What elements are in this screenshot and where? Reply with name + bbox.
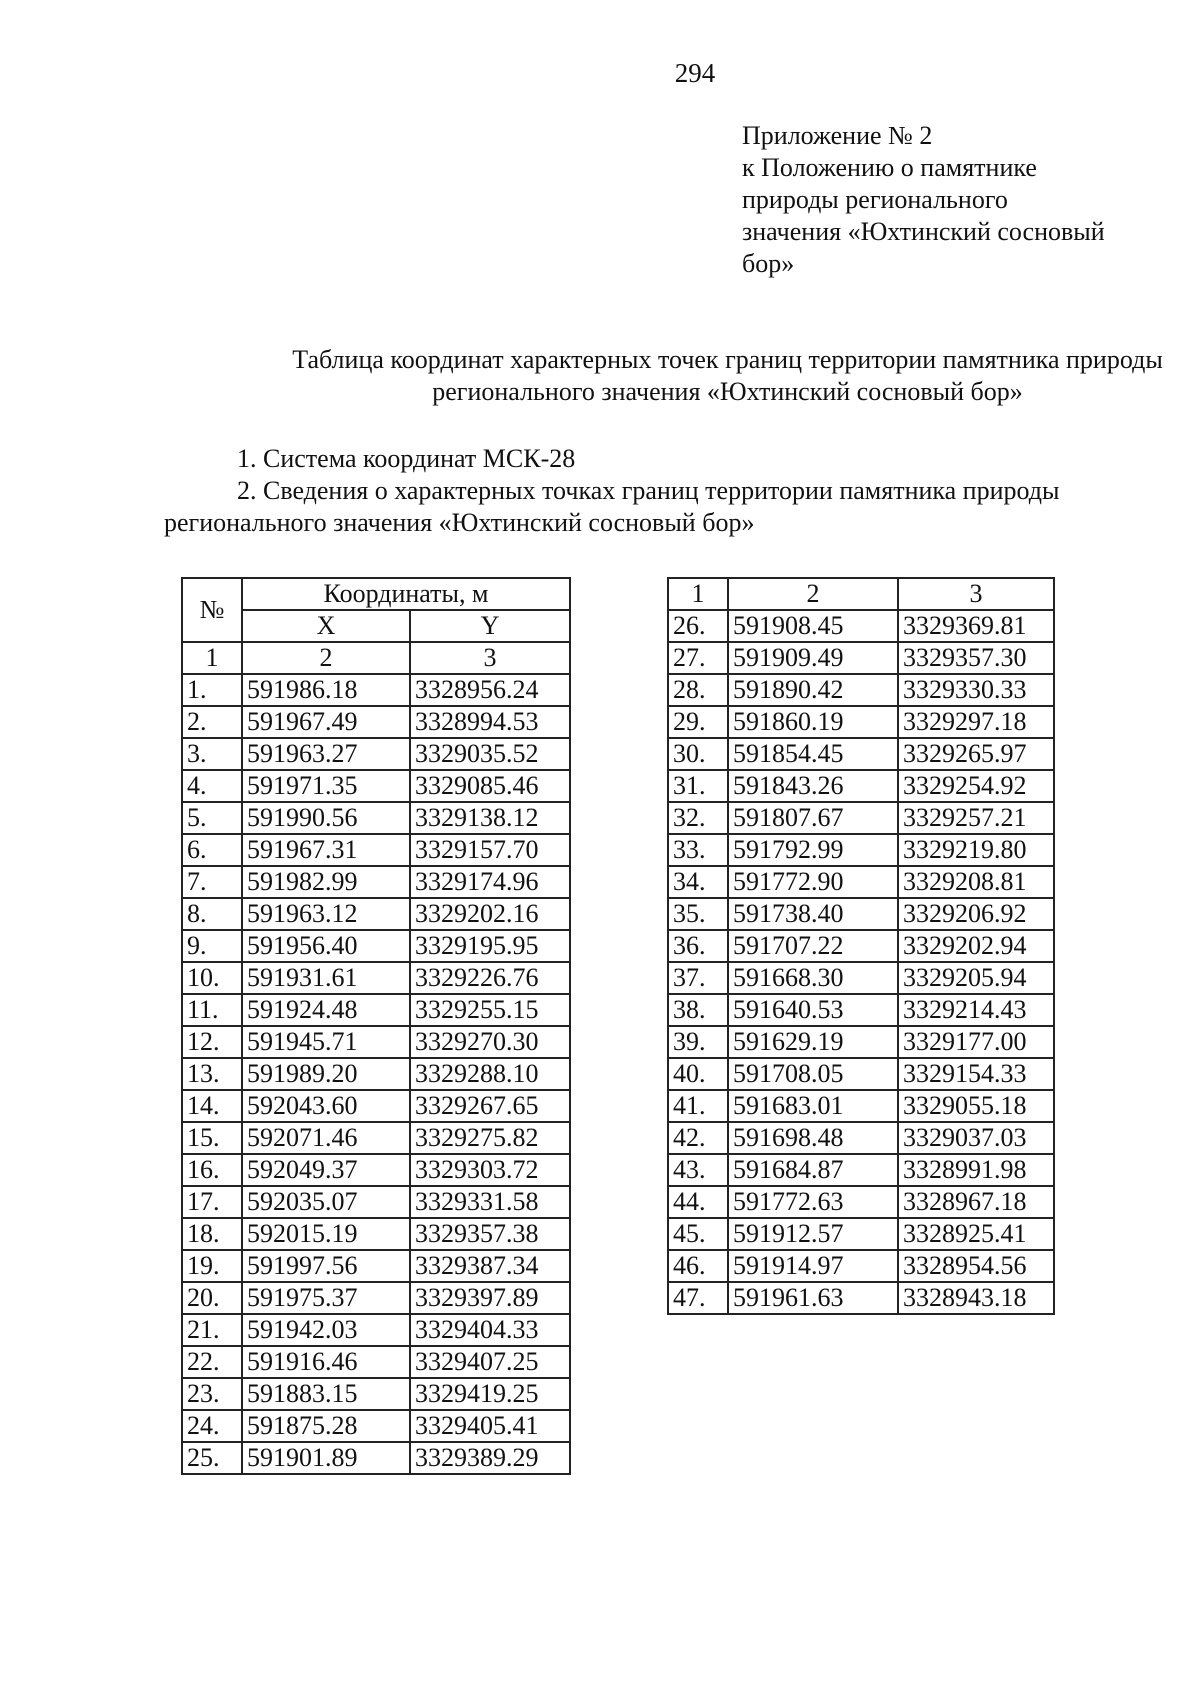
point-number-cell: 25. xyxy=(182,1442,242,1474)
table-row xyxy=(668,642,1054,674)
appendix-line: значения «Юхтинский сосновый xyxy=(742,217,1105,246)
point-number-cell: 16. xyxy=(182,1154,242,1186)
column-number: 3 xyxy=(410,642,570,674)
x-coordinate-cell: 591738.40 xyxy=(728,898,898,930)
point-number-cell: 22. xyxy=(182,1346,242,1378)
point-number-cell: 34. xyxy=(668,866,728,898)
point-number-cell: 30. xyxy=(668,738,728,770)
x-coordinate-cell: 591963.12 xyxy=(242,898,410,930)
y-coordinate-cell: 3329208.81 xyxy=(898,866,1054,898)
point-number-cell: 29. xyxy=(668,706,728,738)
x-coordinate-cell: 591909.49 xyxy=(728,642,898,674)
y-coordinate-cell: 3329205.94 xyxy=(898,962,1054,994)
y-coordinate-cell: 3329037.03 xyxy=(898,1122,1054,1154)
table-row xyxy=(182,1410,570,1442)
y-coordinate-cell: 3329265.97 xyxy=(898,738,1054,770)
appendix-line: Приложение № 2 xyxy=(742,121,933,150)
x-coordinate-cell: 591924.48 xyxy=(242,994,410,1026)
header-number: № xyxy=(182,578,242,642)
point-number-cell: 11. xyxy=(182,994,242,1026)
x-coordinate-cell: 591772.90 xyxy=(728,866,898,898)
point-number-cell: 10. xyxy=(182,962,242,994)
table-row xyxy=(182,1346,570,1378)
table-row xyxy=(668,610,1054,642)
document-title xyxy=(120,344,1200,408)
point-number-cell: 43. xyxy=(668,1154,728,1186)
table-row xyxy=(182,834,570,866)
table-row xyxy=(668,866,1054,898)
x-coordinate-cell: 591684.87 xyxy=(728,1154,898,1186)
table-row xyxy=(182,994,570,1026)
title-line-1: Таблица координат характерных точек границ территории памятника природы xyxy=(292,345,1163,374)
y-coordinate-cell: 3329214.43 xyxy=(898,994,1054,1026)
point-number-cell: 38. xyxy=(668,994,728,1026)
table-row xyxy=(182,1442,570,1474)
appendix-block xyxy=(742,120,1162,280)
table-row xyxy=(668,1090,1054,1122)
x-coordinate-cell: 591792.99 xyxy=(728,834,898,866)
column-number-row xyxy=(668,578,1054,610)
x-coordinate-cell: 591986.18 xyxy=(242,674,410,706)
header-y: Y xyxy=(410,610,570,642)
y-coordinate-cell: 3329357.30 xyxy=(898,642,1054,674)
x-coordinate-cell: 591931.61 xyxy=(242,962,410,994)
table-row xyxy=(668,1218,1054,1250)
x-coordinate-cell: 592049.37 xyxy=(242,1154,410,1186)
table-row xyxy=(182,930,570,962)
x-coordinate-cell: 591942.03 xyxy=(242,1314,410,1346)
x-coordinate-cell: 591997.56 xyxy=(242,1250,410,1282)
coordinate-system-item: 1. Система координат МСК-28 xyxy=(237,444,576,473)
x-coordinate-cell: 591629.19 xyxy=(728,1026,898,1058)
point-number-cell: 6. xyxy=(182,834,242,866)
x-coordinate-cell: 591963.27 xyxy=(242,738,410,770)
y-coordinate-cell: 3328943.18 xyxy=(898,1282,1054,1314)
x-coordinate-cell: 591640.53 xyxy=(728,994,898,1026)
x-coordinate-cell: 591967.31 xyxy=(242,834,410,866)
point-number-cell: 4. xyxy=(182,770,242,802)
y-coordinate-cell: 3329419.25 xyxy=(410,1378,570,1410)
point-number-cell: 3. xyxy=(182,738,242,770)
point-number-cell: 41. xyxy=(668,1090,728,1122)
table-row xyxy=(668,1026,1054,1058)
point-number-cell: 44. xyxy=(668,1186,728,1218)
table-row xyxy=(182,802,570,834)
table-row xyxy=(668,994,1054,1026)
point-number-cell: 24. xyxy=(182,1410,242,1442)
x-coordinate-cell: 592071.46 xyxy=(242,1122,410,1154)
y-coordinate-cell: 3329174.96 xyxy=(410,866,570,898)
x-coordinate-cell: 591668.30 xyxy=(728,962,898,994)
point-number-cell: 15. xyxy=(182,1122,242,1154)
column-number: 2 xyxy=(728,578,898,610)
y-coordinate-cell: 3329255.15 xyxy=(410,994,570,1026)
point-number-cell: 39. xyxy=(668,1026,728,1058)
point-number-cell: 37. xyxy=(668,962,728,994)
column-number: 1 xyxy=(182,642,242,674)
y-coordinate-cell: 3329303.72 xyxy=(410,1154,570,1186)
y-coordinate-cell: 3329369.81 xyxy=(898,610,1054,642)
point-number-cell: 21. xyxy=(182,1314,242,1346)
y-coordinate-cell: 3329330.33 xyxy=(898,674,1054,706)
y-coordinate-cell: 3329297.18 xyxy=(898,706,1054,738)
point-number-cell: 1. xyxy=(182,674,242,706)
table-row xyxy=(182,898,570,930)
table-row xyxy=(668,770,1054,802)
x-coordinate-cell: 591990.56 xyxy=(242,802,410,834)
x-coordinate-cell: 591707.22 xyxy=(728,930,898,962)
x-coordinate-cell: 591945.71 xyxy=(242,1026,410,1058)
y-coordinate-cell: 3328967.18 xyxy=(898,1186,1054,1218)
table-row xyxy=(182,674,570,706)
y-coordinate-cell: 3329202.94 xyxy=(898,930,1054,962)
point-number-cell: 2. xyxy=(182,706,242,738)
table-row xyxy=(182,866,570,898)
point-number-cell: 26. xyxy=(668,610,728,642)
y-coordinate-cell: 3329157.70 xyxy=(410,834,570,866)
point-number-cell: 40. xyxy=(668,1058,728,1090)
point-number-cell: 42. xyxy=(668,1122,728,1154)
point-number-cell: 23. xyxy=(182,1378,242,1410)
table-row xyxy=(668,898,1054,930)
y-coordinate-cell: 3329055.18 xyxy=(898,1090,1054,1122)
boundary-points-item: 2. Сведения о характерных точках границ территории памятника природы xyxy=(237,476,1060,505)
point-number-cell: 47. xyxy=(668,1282,728,1314)
y-coordinate-cell: 3329405.41 xyxy=(410,1410,570,1442)
y-coordinate-cell: 3329389.29 xyxy=(410,1442,570,1474)
x-coordinate-cell: 591708.05 xyxy=(728,1058,898,1090)
y-coordinate-cell: 3328994.53 xyxy=(410,706,570,738)
x-coordinate-cell: 592043.60 xyxy=(242,1090,410,1122)
table-row xyxy=(668,1058,1054,1090)
point-number-cell: 18. xyxy=(182,1218,242,1250)
point-number-cell: 45. xyxy=(668,1218,728,1250)
x-coordinate-cell: 591967.49 xyxy=(242,706,410,738)
table-row xyxy=(668,674,1054,706)
x-coordinate-cell: 591908.45 xyxy=(728,610,898,642)
x-coordinate-cell: 591975.37 xyxy=(242,1282,410,1314)
x-coordinate-cell: 591914.97 xyxy=(728,1250,898,1282)
table-row xyxy=(182,1154,570,1186)
x-coordinate-cell: 591912.57 xyxy=(728,1218,898,1250)
x-coordinate-cell: 591961.63 xyxy=(728,1282,898,1314)
header-x: X xyxy=(242,610,410,642)
point-number-cell: 13. xyxy=(182,1058,242,1090)
y-coordinate-cell: 3329387.34 xyxy=(410,1250,570,1282)
point-number-cell: 20. xyxy=(182,1282,242,1314)
appendix-line: бор» xyxy=(742,249,795,278)
x-coordinate-cell: 591989.20 xyxy=(242,1058,410,1090)
x-coordinate-cell: 591772.63 xyxy=(728,1186,898,1218)
table-row xyxy=(182,1378,570,1410)
y-coordinate-cell: 3328956.24 xyxy=(410,674,570,706)
table-row xyxy=(182,1218,570,1250)
y-coordinate-cell: 3329195.95 xyxy=(410,930,570,962)
header-coordinates: Координаты, м xyxy=(242,578,570,610)
point-number-cell: 7. xyxy=(182,866,242,898)
table-row xyxy=(668,1250,1054,1282)
point-number-cell: 27. xyxy=(668,642,728,674)
table-row xyxy=(182,1122,570,1154)
x-coordinate-cell: 591890.42 xyxy=(728,674,898,706)
point-number-cell: 46. xyxy=(668,1250,728,1282)
table-row xyxy=(668,1122,1054,1154)
table-row xyxy=(182,1186,570,1218)
y-coordinate-cell: 3329288.10 xyxy=(410,1058,570,1090)
x-coordinate-cell: 591971.35 xyxy=(242,770,410,802)
y-coordinate-cell: 3329275.82 xyxy=(410,1122,570,1154)
y-coordinate-cell: 3329219.80 xyxy=(898,834,1054,866)
table-header-row xyxy=(182,578,570,610)
point-number-cell: 12. xyxy=(182,1026,242,1058)
y-coordinate-cell: 3329177.00 xyxy=(898,1026,1054,1058)
x-coordinate-cell: 591982.99 xyxy=(242,866,410,898)
table-row xyxy=(182,738,570,770)
point-number-cell: 31. xyxy=(668,770,728,802)
table-row xyxy=(182,1026,570,1058)
table-row xyxy=(182,1314,570,1346)
appendix-line: природы регионального xyxy=(742,185,1008,214)
point-number-cell: 9. xyxy=(182,930,242,962)
x-coordinate-cell: 592015.19 xyxy=(242,1218,410,1250)
table-row xyxy=(668,1154,1054,1186)
y-coordinate-cell: 3329254.92 xyxy=(898,770,1054,802)
table-row xyxy=(182,1250,570,1282)
y-coordinate-cell: 3329035.52 xyxy=(410,738,570,770)
y-coordinate-cell: 3329331.58 xyxy=(410,1186,570,1218)
y-coordinate-cell: 3329404.33 xyxy=(410,1314,570,1346)
y-coordinate-cell: 3329138.12 xyxy=(410,802,570,834)
table-row xyxy=(668,738,1054,770)
x-coordinate-cell: 592035.07 xyxy=(242,1186,410,1218)
y-coordinate-cell: 3329270.30 xyxy=(410,1026,570,1058)
x-coordinate-cell: 591883.15 xyxy=(242,1378,410,1410)
table-row xyxy=(668,962,1054,994)
column-number: 3 xyxy=(898,578,1054,610)
point-number-cell: 8. xyxy=(182,898,242,930)
x-coordinate-cell: 591807.67 xyxy=(728,802,898,834)
column-number-row xyxy=(182,642,570,674)
x-coordinate-cell: 591843.26 xyxy=(728,770,898,802)
title-line-2: регионального значения «Юхтинский сосновый бор» xyxy=(432,377,1023,406)
table-row xyxy=(668,1282,1054,1314)
y-coordinate-cell: 3328954.56 xyxy=(898,1250,1054,1282)
point-number-cell: 19. xyxy=(182,1250,242,1282)
point-number-cell: 33. xyxy=(668,834,728,866)
y-coordinate-cell: 3329397.89 xyxy=(410,1282,570,1314)
y-coordinate-cell: 3329202.16 xyxy=(410,898,570,930)
table-row xyxy=(668,834,1054,866)
point-number-cell: 17. xyxy=(182,1186,242,1218)
appendix-line: к Положению о памятнике xyxy=(742,153,1037,182)
x-coordinate-cell: 591860.19 xyxy=(728,706,898,738)
y-coordinate-cell: 3329407.25 xyxy=(410,1346,570,1378)
y-coordinate-cell: 3329085.46 xyxy=(410,770,570,802)
y-coordinate-cell: 3328925.41 xyxy=(898,1218,1054,1250)
x-coordinate-cell: 591916.46 xyxy=(242,1346,410,1378)
boundary-points-item-continued: регионального значения «Юхтинский сосновый бор» xyxy=(164,508,755,537)
point-number-cell: 36. xyxy=(668,930,728,962)
coordinates-table-right xyxy=(667,577,1055,1315)
column-number: 2 xyxy=(242,642,410,674)
y-coordinate-cell: 3329154.33 xyxy=(898,1058,1054,1090)
point-number-cell: 28. xyxy=(668,674,728,706)
coordinates-table-left xyxy=(181,577,571,1475)
x-coordinate-cell: 591956.40 xyxy=(242,930,410,962)
table-row xyxy=(668,1186,1054,1218)
x-coordinate-cell: 591854.45 xyxy=(728,738,898,770)
y-coordinate-cell: 3329257.21 xyxy=(898,802,1054,834)
point-number-cell: 14. xyxy=(182,1090,242,1122)
table-row xyxy=(668,802,1054,834)
table-row xyxy=(182,1090,570,1122)
column-number: 1 xyxy=(668,578,728,610)
table-row xyxy=(182,770,570,802)
table-row xyxy=(668,706,1054,738)
x-coordinate-cell: 591901.89 xyxy=(242,1442,410,1474)
y-coordinate-cell: 3329267.65 xyxy=(410,1090,570,1122)
y-coordinate-cell: 3329226.76 xyxy=(410,962,570,994)
x-coordinate-cell: 591698.48 xyxy=(728,1122,898,1154)
y-coordinate-cell: 3329206.92 xyxy=(898,898,1054,930)
table-row xyxy=(182,962,570,994)
y-coordinate-cell: 3329357.38 xyxy=(410,1218,570,1250)
x-coordinate-cell: 591683.01 xyxy=(728,1090,898,1122)
page-number: 294 xyxy=(674,58,716,88)
table-row xyxy=(668,930,1054,962)
table-row xyxy=(182,706,570,738)
table-row xyxy=(182,1282,570,1314)
point-number-cell: 5. xyxy=(182,802,242,834)
y-coordinate-cell: 3328991.98 xyxy=(898,1154,1054,1186)
table-row xyxy=(182,1058,570,1090)
point-number-cell: 32. xyxy=(668,802,728,834)
point-number-cell: 35. xyxy=(668,898,728,930)
x-coordinate-cell: 591875.28 xyxy=(242,1410,410,1442)
